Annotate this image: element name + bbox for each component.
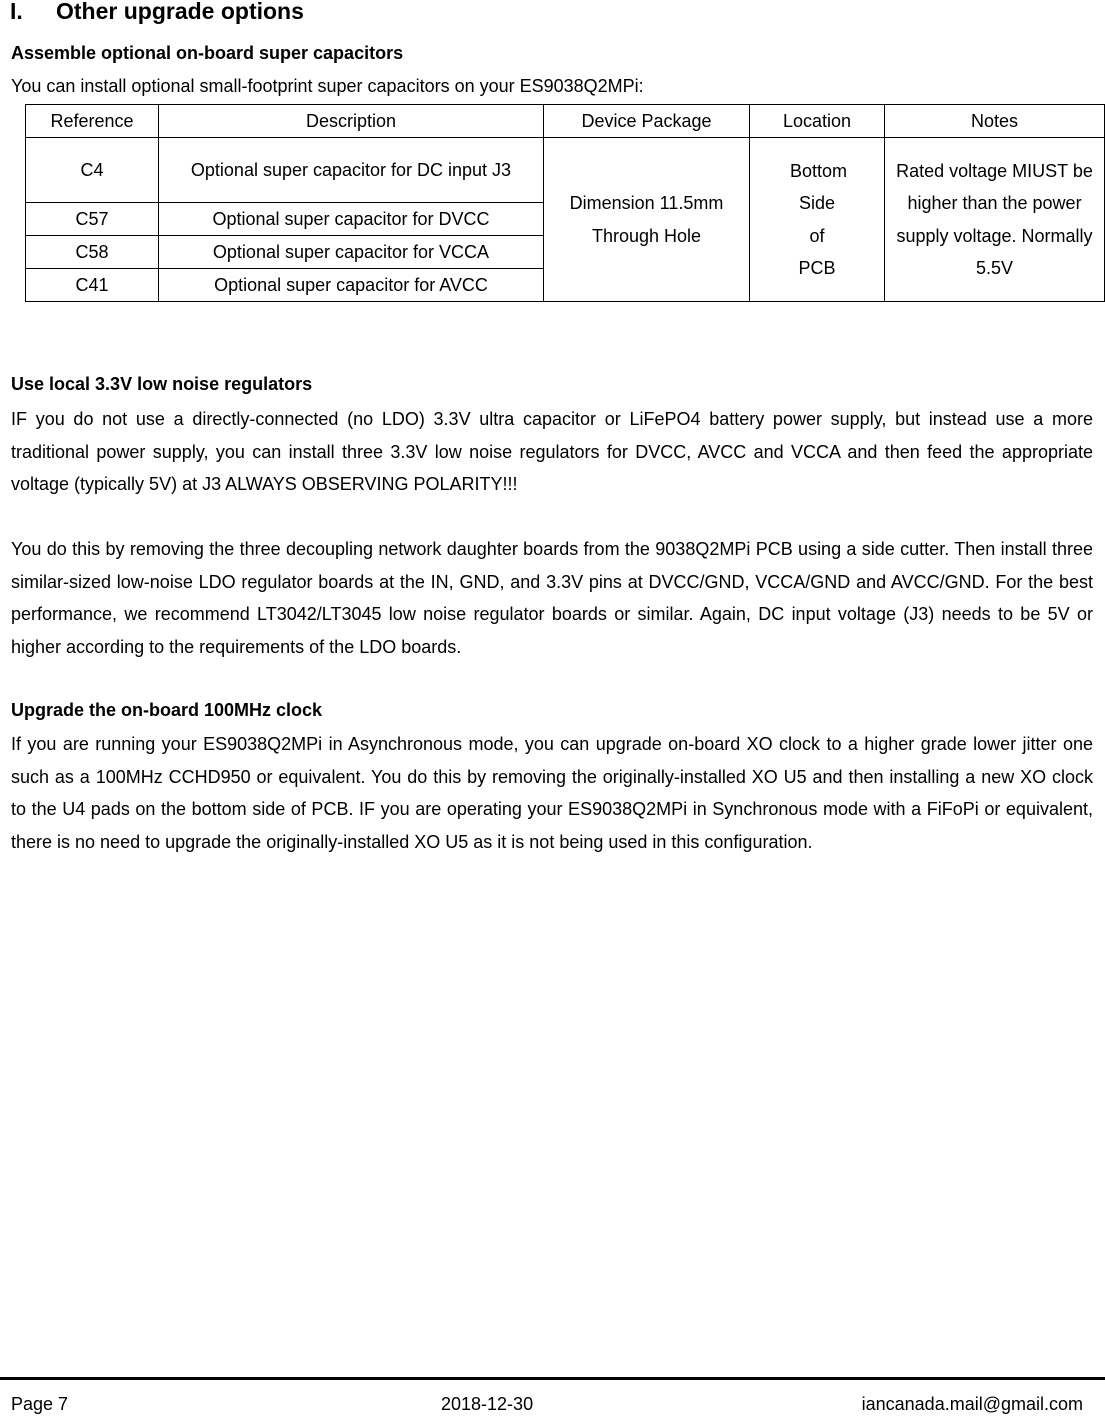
table-row [26,138,1105,203]
footer-page-number: Page 7 [11,1394,69,1414]
header-description: Description [159,105,544,138]
cell-reference: C57 [26,203,159,236]
cell-device-package: Dimension 11.5mm Through Hole [544,138,750,302]
cell-description: Optional super capacitor for AVCC [159,269,544,302]
capacitors-heading: Assemble optional on-board super capacitors [11,43,404,63]
footer-email: iancanada.mail@gmail.com [861,1394,1083,1414]
section-title [10,0,304,25]
section-title-text: Other upgrade options [56,0,304,24]
regulators-paragraph-1: IF you do not use a directly-connected (no LDO) 3.3V ultra capacitor or LiFePO4 battery power supply, but instead use a more traditional power supply, you can install three 3.3V low noise regulators for DVCC, AVCC and VCCA and then feed the appropriate voltage (typically 5V) at J3 ALWAYS OBSERVING POLARITY!!! [11,409,1093,494]
clock-paragraph: If you are running your ES9038Q2MPi in Asynchronous mode, you can upgrade on-board XO clock to a higher grade lower jitter one such as a 100MHz CCHD950 or equivalent. You do this by removing the originally-installed XO U5 and then installing a new XO clock to the U4 pads on the bottom side of PCB. IF you are operating your ES9038Q2MPi in Synchronous mode with a FiFoPi or equivalent, there is no need to upgrade the originally-installed XO U5 as it is not being used in this configuration. [11,734,1093,852]
header-notes: Notes [885,105,1105,138]
footer-date: 2018-12-30 [441,1394,534,1414]
header-reference: Reference [26,105,159,138]
cell-reference: C58 [26,236,159,269]
capacitors-intro: You can install optional small-footprint super capacitors on your ES9038Q2MPi: [11,76,644,96]
regulators-heading: Use local 3.3V low noise regulators [11,374,313,394]
regulators-paragraph-2: You do this by removing the three decoupling network daughter boards from the 9038Q2MPi PCB using a side cutter. Then install three similar-sized low-noise LDO regulator boards at the IN, GND, and 3.3V pins at DVCC/GND, VCCA/GND and AVCC/GND. For the best performance, we recommend LT3042/LT3045 low noise regulator boards or similar. Again, DC input voltage (J3) needs to be 5V or higher according to the requirements of the LDO boards. [11,539,1093,657]
cell-location: Bottom Side of PCB [750,138,885,302]
header-device-package: Device Package [544,105,750,138]
capacitor-table [25,104,1105,302]
cell-notes: Rated voltage MIUST be higher than the power supply voltage. Normally 5.5V [885,138,1105,302]
table-header-row [26,105,1105,138]
cell-description: Optional super capacitor for DC input J3 [159,138,544,203]
cell-reference: C41 [26,269,159,302]
header-location: Location [750,105,885,138]
cell-description: Optional super capacitor for DVCC [159,203,544,236]
clock-heading: Upgrade the on-board 100MHz clock [11,700,323,720]
footer-divider [0,1377,1105,1380]
section-number: I. [10,0,23,24]
cell-reference: C4 [26,138,159,203]
cell-description: Optional super capacitor for VCCA [159,236,544,269]
